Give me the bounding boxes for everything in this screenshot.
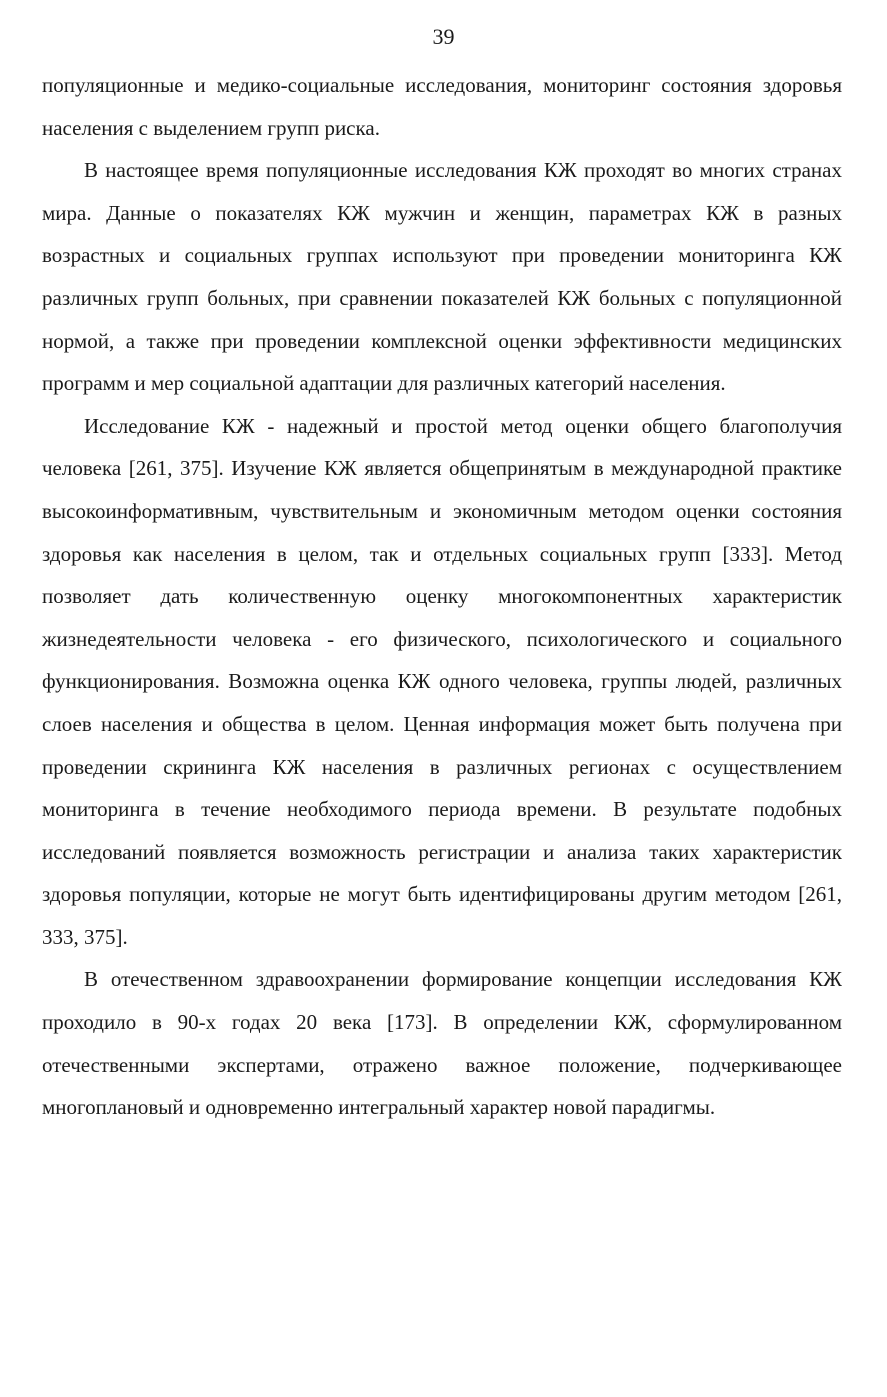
paragraph-3: Исследование КЖ - надежный и простой метод оценки общего благополучия человека [261, 375]. Изучение КЖ является общепринятым в международной практике высокоинформативным, чувствительным и экономичным методом оценки состояния здоровья как населения в целом, так и отдельных социальных групп [333]. Метод позволяет дать количественную оценку многокомпонентных характеристик жизнедеятельности человека - его физического, психологического и социального функционирования. Возможна оценка КЖ одного человека, группы людей, различных слоев населения и общества в целом. Ценная информация может быть получена при проведении скрининга КЖ населения в различных регионах с осуществлением мониторинга в течение необходимого периода времени. В результате подобных исследований появляется возможность регистрации и анализа таких характеристик здоровья популяции, которые не могут быть идентифицированы другим методом [261, 333, 375]. xyxy=(42,413,842,949)
page-number: 39 xyxy=(432,24,455,49)
text-body xyxy=(42,64,842,1129)
paragraph-1: популяционные и медико-социальные исследования, мониторинг состояния здоровья населения с выделением групп риска. xyxy=(42,73,842,140)
paragraph-4: В отечественном здравоохранении формирование концепции исследования КЖ проходило в 90-х годах 20 века [173]. В определении КЖ, сформулированном отечественными экспертами, отражено важное положение, подчеркивающее многоплановый и одновременно интегральный характер новой парадигмы. xyxy=(42,967,842,1120)
paragraph-2: В настоящее время популяционные исследования КЖ проходят во многих странах мира. Данные о показателях КЖ мужчин и женщин, параметрах КЖ в разных возрастных и социальных группах используют при проведении мониторинга КЖ различных групп больных, при сравнении показателей КЖ больных с популяционной нормой, а также при проведении комплексной оценки эффективности медицинских программ и мер социальной адаптации для различных категорий населения. xyxy=(42,158,842,396)
